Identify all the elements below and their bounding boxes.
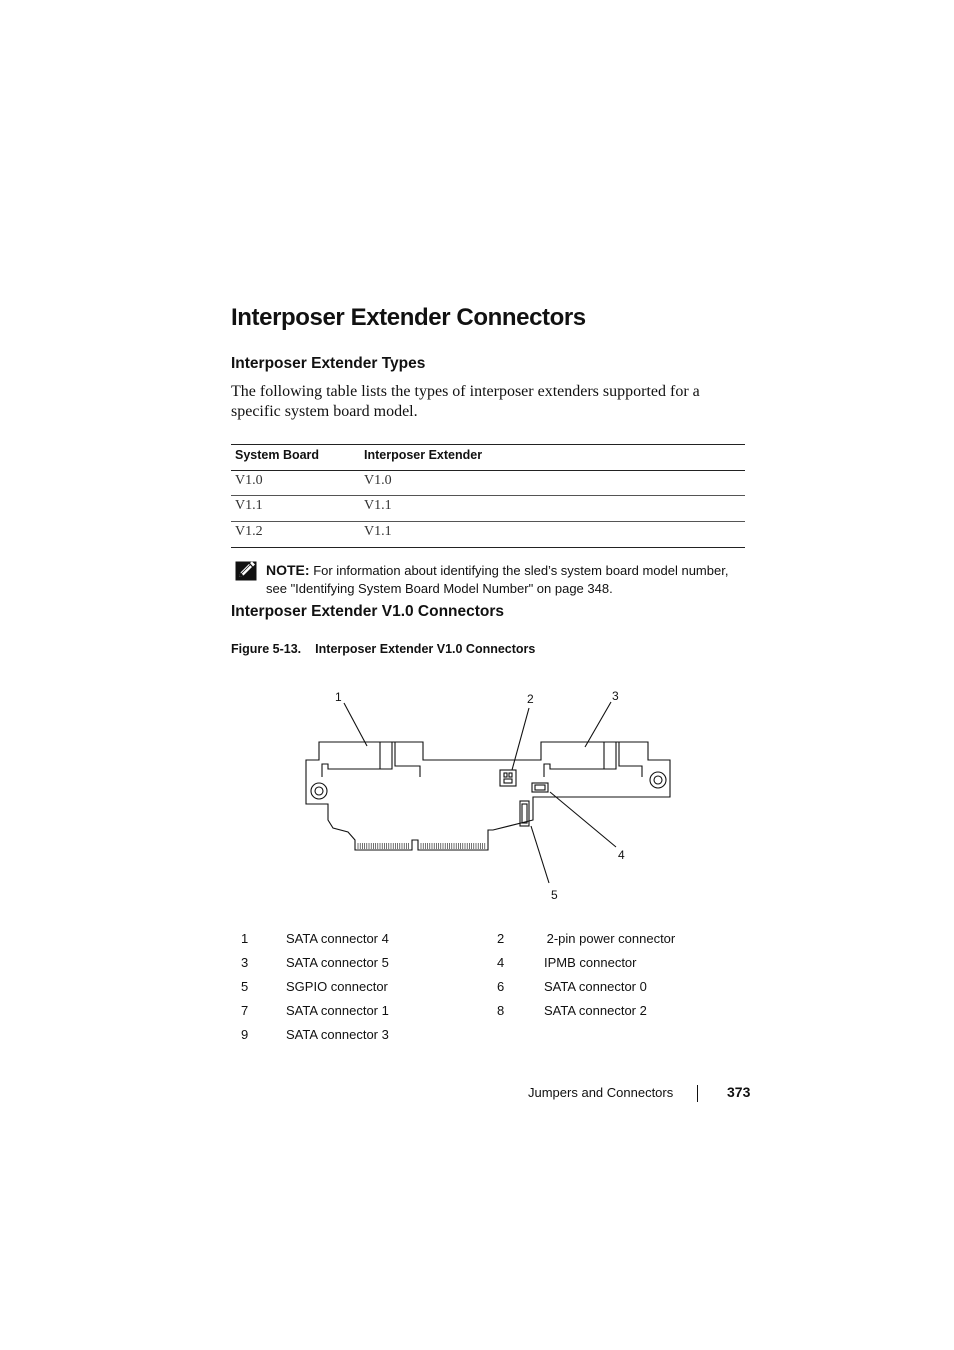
footer-separator	[697, 1085, 698, 1102]
left-sata-connector	[322, 742, 420, 777]
legend-number: 5	[241, 979, 249, 994]
table-row-rule	[231, 495, 745, 496]
table-header-system-board: System Board	[235, 448, 320, 462]
note-pencil-icon	[235, 561, 257, 581]
right-sata-connector	[544, 742, 642, 777]
callout-3: 3	[612, 689, 619, 703]
footer-section-name: Jumpers and Connectors	[528, 1085, 674, 1100]
table-header-rule	[231, 470, 745, 471]
figure-caption	[231, 642, 535, 656]
table-cell: V1.1	[364, 498, 392, 513]
section-heading-connectors: Interposer Extender V1.0 Connectors	[231, 603, 505, 620]
legend-number: 1	[241, 931, 249, 946]
figure-number: Figure 5-13.	[231, 642, 302, 656]
table-top-rule	[231, 444, 745, 445]
legend-number: 6	[497, 979, 505, 994]
legend-number: 7	[241, 1003, 249, 1018]
ipmb-connector	[532, 783, 548, 792]
table-cell: V1.0	[235, 473, 263, 488]
table-header-interposer-extender: Interposer Extender	[364, 448, 483, 462]
intro-paragraph: The following table lists the types of interposer extenders supported for a specific system board model.	[231, 383, 700, 420]
section-heading-types: Interposer Extender Types	[231, 355, 426, 372]
footer-page-number: 373	[727, 1084, 751, 1100]
interposer-board-diagram	[300, 680, 680, 905]
table-row-rule	[231, 521, 745, 522]
legend-label: SATA connector 4	[286, 931, 389, 946]
mounting-hole-left	[311, 783, 327, 799]
callout-1: 1	[335, 690, 342, 704]
legend-label: SATA connector 5	[286, 955, 389, 970]
legend-label: SATA connector 0	[544, 979, 647, 994]
table-cell: V1.0	[364, 473, 392, 488]
legend-label: SGPIO connector	[286, 979, 388, 994]
legend-number: 9	[241, 1027, 249, 1042]
legend-number: 3	[241, 955, 249, 970]
table-cell: V1.2	[235, 524, 263, 539]
legend-number: 8	[497, 1003, 505, 1018]
note-label: NOTE:	[266, 562, 310, 578]
legend-label: SATA connector 1	[286, 1003, 389, 1018]
table-cell: V1.1	[364, 524, 392, 539]
power-connector-2pin	[500, 770, 516, 786]
legend-label: 2-pin power connector	[543, 931, 676, 946]
callout-5: 5	[551, 888, 558, 902]
legend-label: SATA connector 2	[544, 1003, 647, 1018]
table-cell: V1.1	[235, 498, 263, 513]
legend-number: 4	[497, 955, 505, 970]
callout-2: 2	[527, 692, 534, 706]
note-text	[266, 561, 746, 598]
board-outline	[306, 742, 670, 850]
note-body: For information about identifying the sled’s system board model number, see "Identifying System Board Model Number" on page 348.	[266, 563, 729, 596]
mounting-hole-right	[650, 772, 666, 788]
legend-number: 2	[497, 931, 505, 946]
legend-label: SATA connector 3	[286, 1027, 389, 1042]
table-bottom-rule	[231, 547, 745, 548]
legend-label: IPMB connector	[544, 955, 637, 970]
edge-connector-fingers	[358, 843, 485, 849]
page-title: Interposer Extender Connectors	[231, 304, 586, 331]
callout-4: 4	[618, 848, 625, 862]
figure-title: Interposer Extender V1.0 Connectors	[315, 642, 536, 656]
